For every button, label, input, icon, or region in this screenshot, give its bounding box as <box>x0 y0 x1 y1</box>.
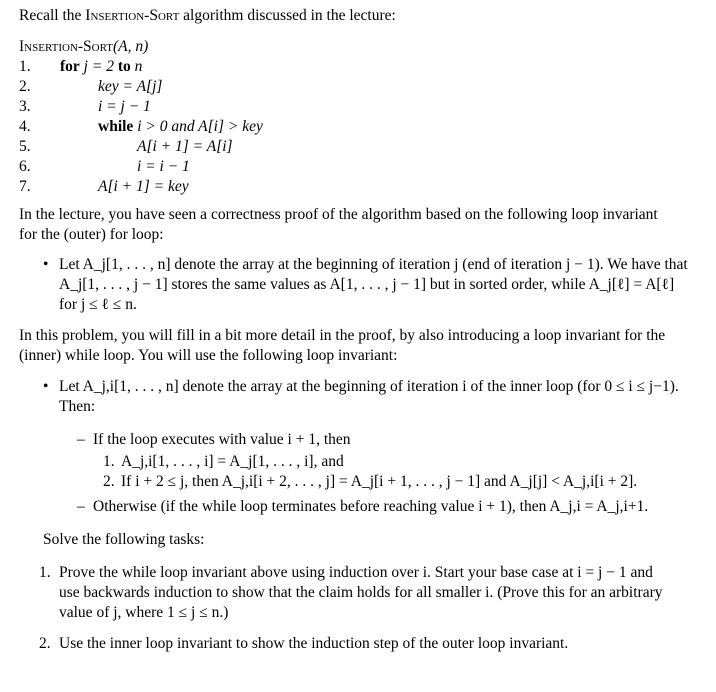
algo-line: i = j − 1 <box>98 98 151 115</box>
algo-line-number: 1. <box>19 58 31 75</box>
algo-line-number: 2. <box>19 78 31 95</box>
task-text: Prove the while loop invariant above using induction over i. Start your base case at i = j − 1 and <box>59 564 653 581</box>
task-number: 1. <box>39 564 51 581</box>
algo-line-number: 7. <box>19 178 31 195</box>
case-text: If the loop executes with value i + 1, then <box>93 431 351 448</box>
intro-prefix: Recall the <box>19 7 86 24</box>
algo-line: A[i + 1] = key <box>98 178 189 195</box>
task-text: value of j, where 1 ≤ j ≤ n.) <box>59 604 229 621</box>
bullet-icon: • <box>43 378 49 395</box>
outer-invariant-line: A_j[1, . . . , j − 1] stores the same values as A[1, . . . , j − 1] but in sorted order, while A_j[ℓ] = A[ℓ] <box>59 276 675 293</box>
case-text: Otherwise (if the while loop terminates before reaching value i + 1), then A_j,i = A_j,i+1. <box>93 498 649 515</box>
signature-args: (A, n) <box>113 38 149 55</box>
keyword-for: for <box>60 58 80 75</box>
keyword-while: while <box>98 118 134 135</box>
paragraph-line: In the lecture, you have seen a correctness proof of the algorithm based on the following loop invariant <box>19 206 658 223</box>
algo-line <box>98 117 263 137</box>
sub-item-number: 1. <box>103 453 115 470</box>
intro-suffix: algorithm discussed in the lecture: <box>179 7 396 24</box>
intro-algo-name: Insertion-Sort <box>85 7 180 24</box>
algo-line-text: i > 0 and A[i] > key <box>133 118 263 135</box>
algo-line: i = i − 1 <box>137 158 190 175</box>
task-text: use backwards induction to show that the claim holds for all smaller i. (Prove this for an arbitrary <box>59 584 663 601</box>
task-number: 2. <box>39 635 51 652</box>
signature-name: Insertion-Sort <box>19 38 114 55</box>
intro-line <box>19 6 396 26</box>
paragraph-line: (inner) while loop. You will use the following loop invariant: <box>19 347 398 364</box>
algo-line-number: 5. <box>19 138 31 155</box>
algo-line-number: 6. <box>19 158 31 175</box>
paragraph-line: In this problem, you will fill in a bit more detail in the proof, by also introducing a loop invariant for the <box>19 327 666 344</box>
inner-invariant-line: Let A_j,i[1, . . . , n] denote the array at the beginning of iteration i of the inner loop (for 0 ≤ i ≤ j−1). <box>59 378 679 395</box>
outer-invariant-line: Let A_j[1, . . . , n] denote the array at the beginning of iteration j (end of iteration j − 1). We have that <box>59 256 688 273</box>
paragraph-line: for the (outer) for loop: <box>19 226 164 243</box>
inner-invariant-line: Then: <box>59 398 96 415</box>
task-text: Use the inner loop invariant to show the induction step of the outer loop invariant. <box>59 635 569 652</box>
algo-line-text2: n <box>130 58 143 75</box>
sub-item-number: 2. <box>103 473 115 490</box>
dash-icon: – <box>77 431 85 448</box>
sub-item-text: If i + 2 ≤ j, then A_j,i[i + 2, . . . , j] = A_j[i + 1, . . . , j − 1] and A_j[j] < A_j,i[i + 2]. <box>121 473 638 490</box>
sub-item-text: A_j,i[1, . . . , i] = A_j[1, . . . , i], and <box>121 453 344 470</box>
algo-line-number: 4. <box>19 118 31 135</box>
algo-line: key = A[j] <box>98 78 163 95</box>
algo-line <box>60 57 142 77</box>
algo-line: A[i + 1] = A[i] <box>137 138 233 155</box>
algo-line-number: 3. <box>19 98 31 115</box>
algorithm-signature <box>19 37 148 57</box>
keyword-to: to <box>117 58 131 75</box>
outer-invariant-line: for j ≤ ℓ ≤ n. <box>59 296 137 313</box>
bullet-icon: • <box>43 256 49 273</box>
tasks-heading: Solve the following tasks: <box>43 531 205 548</box>
dash-icon: – <box>77 498 85 515</box>
algo-line-text: j = 2 <box>79 58 118 75</box>
